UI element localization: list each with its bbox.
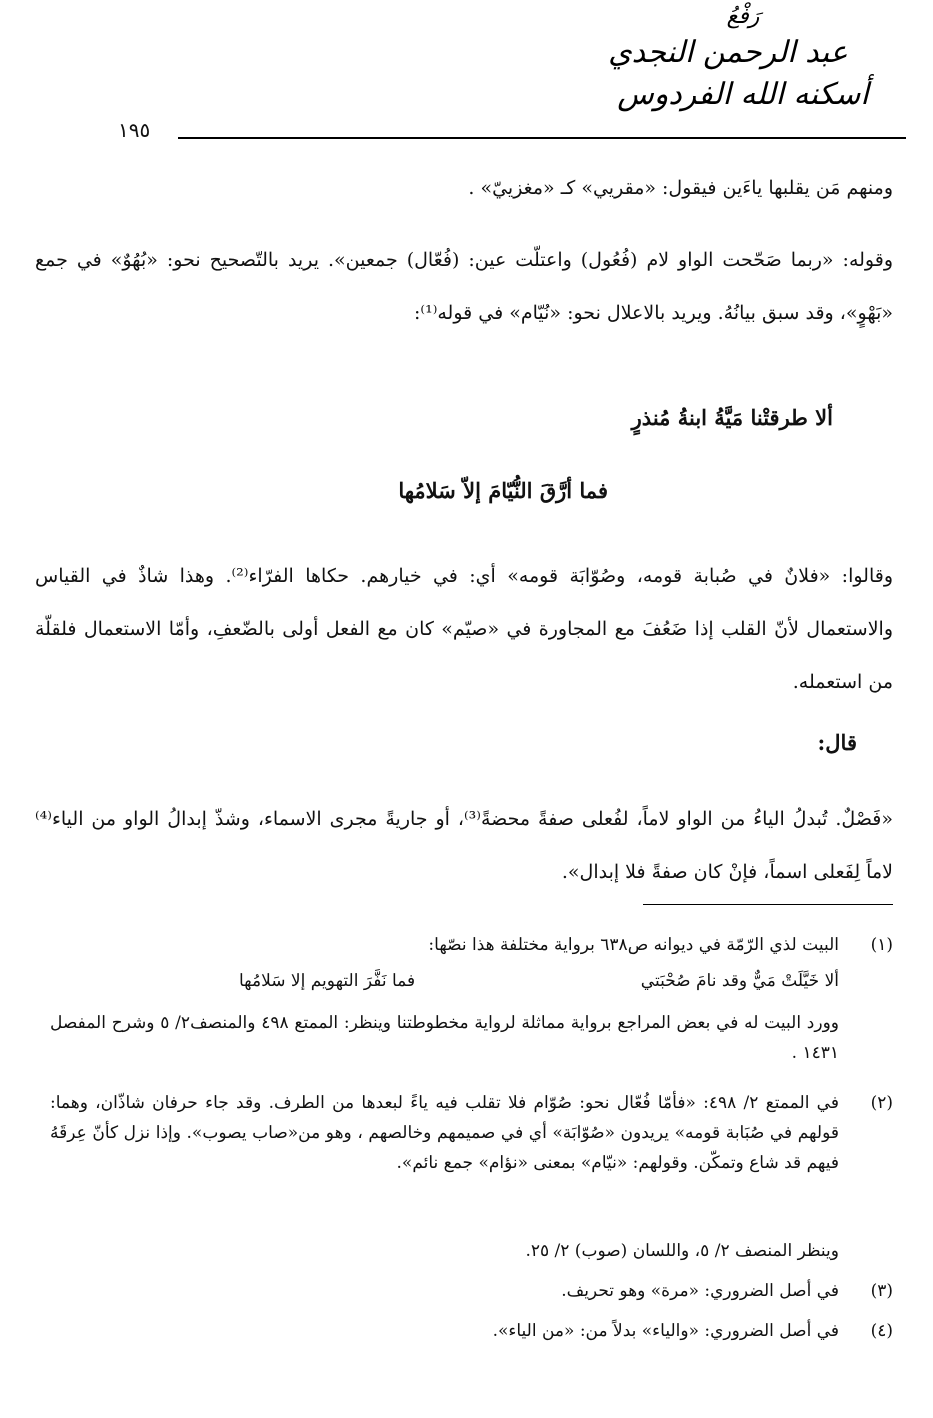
- stamp-line-2: عبد الرحمن النجدي: [608, 35, 848, 70]
- footnote-2-continuation: وينظر المنصف ٢/ ٥، واللسان (صوب) ٢/ ٢٥.: [525, 1241, 839, 1261]
- footnote-rule: [643, 904, 893, 905]
- footnote-text: في أصل الضروري: «مرة» وهو تحريف.: [561, 1281, 839, 1301]
- footnote-text: في أصل الضروري: «والياء» بدلاً من: «من الياء».: [492, 1321, 839, 1341]
- footnote-number: (١): [870, 935, 893, 955]
- footnote-3: [50, 1276, 893, 1306]
- footnote-number: (٢): [870, 1093, 893, 1113]
- handwritten-stamp: [593, 2, 893, 116]
- footnote-text: وورد البيت له في بعض المراجع برواية مماثلة لرواية مخطوطتنا وينظر: الممتع ٤٩٨ والمنصف٢/ ٥ وشرح المفصل ١٤٣١ .: [50, 1013, 839, 1063]
- page-number: ١٩٥: [118, 118, 151, 142]
- footnote-1: [50, 930, 893, 960]
- stamp-line-1: رَفْعُ: [726, 4, 760, 29]
- body-paragraph-2: وقوله: «ربما صَحّحت الواو لام (فُعُول) واعتلّت عين: (فُعّال) جمعين». يريد بالتّصحيح نحو: «بُهُوٌ» في جمع «بَهْوٍ»، وقد سبق بيانُهُ. ويريد بالاعلال نحو: «نُيّام» في قوله⁽¹⁾:: [35, 249, 893, 324]
- footnote-verse-first-half: ألا خَيَّلَتْ مَيٌّ وقد نامَ صُحْبَتي: [640, 971, 839, 991]
- footnote-1-continuation: [50, 1008, 839, 1068]
- footnote-1-verse: [239, 966, 839, 996]
- footnote-2: [50, 1088, 893, 1178]
- footnote-text: في الممتع ٢/ ٤٩٨: «فأمّا فُعّال نحو: صُوّام فلا تقلب فيه ياءً لبعدها من الطرف. وقد جاء حرفان شاذّان، وهما: قولهم في صُبَابة قومه» يريدون «صُوّابَة» أي في صميمهم وخالصهم ، وهو من«صاب يصوب». وإذا نزل كأنّ عِرقَهُ فيهم قد شاع وتمكّن. وقولهم: «نيّام» بمعنى «نؤام» جمع نائم».: [50, 1093, 839, 1173]
- section-heading-qal: قال:: [817, 730, 857, 755]
- verse-line-2: فما أرَّقَ النُّيّامَ إلاّ سَلامُها: [398, 478, 608, 503]
- header-rule: [178, 137, 906, 139]
- body-paragraph-4: «فَصْلٌ. تُبدلُ الياءُ من الواو لاماً، لفُعلى صفةً محضةً⁽³⁾، أو جاريةً مجرى الاسماء، وشذّ إبدالُ الواو من الياء⁽⁴⁾ لاماً لِفَعلى اسماً، فإنْ كان صفةً فلا إبدال».: [35, 808, 894, 883]
- footnote-number: (٤): [870, 1321, 893, 1341]
- footnote-4: [50, 1316, 893, 1346]
- footnote-verse-second-half: فما نَفَّرَ التهويم إلا سَلامُها: [239, 971, 416, 991]
- body-paragraph-1: ومنهم مَن يقلبها ياءَين فيقول: «مقريي» كـ «مغزييّ» .: [468, 177, 893, 199]
- stamp-line-3: أسكنه الله الفردوس: [617, 77, 869, 112]
- verse-line-1: ألا طرقتْنا مَيَّةُ ابنةُ مُنذرٍ: [631, 405, 833, 430]
- footnote-text: البيت لذي الرّمّة في ديوانه ص٦٣٨ برواية مختلفة هذا نصّها:: [428, 935, 839, 955]
- body-paragraph-3: وقالوا: «فلانٌ في صُبابة قومه، وصُوّابَة قومه» أي: في خيارهم. حكاها الفرّاء⁽²⁾. وهذا شاذٌ في القياس والاستعمال لأنّ القلب إذا ضَعُفَ مع المجاورة في «صيّم» كان مع الفعل أولى بالضّعفِ، وأمّا الاستعمال فلقلّة من استعمله.: [35, 565, 894, 693]
- footnote-number: (٣): [870, 1281, 893, 1301]
